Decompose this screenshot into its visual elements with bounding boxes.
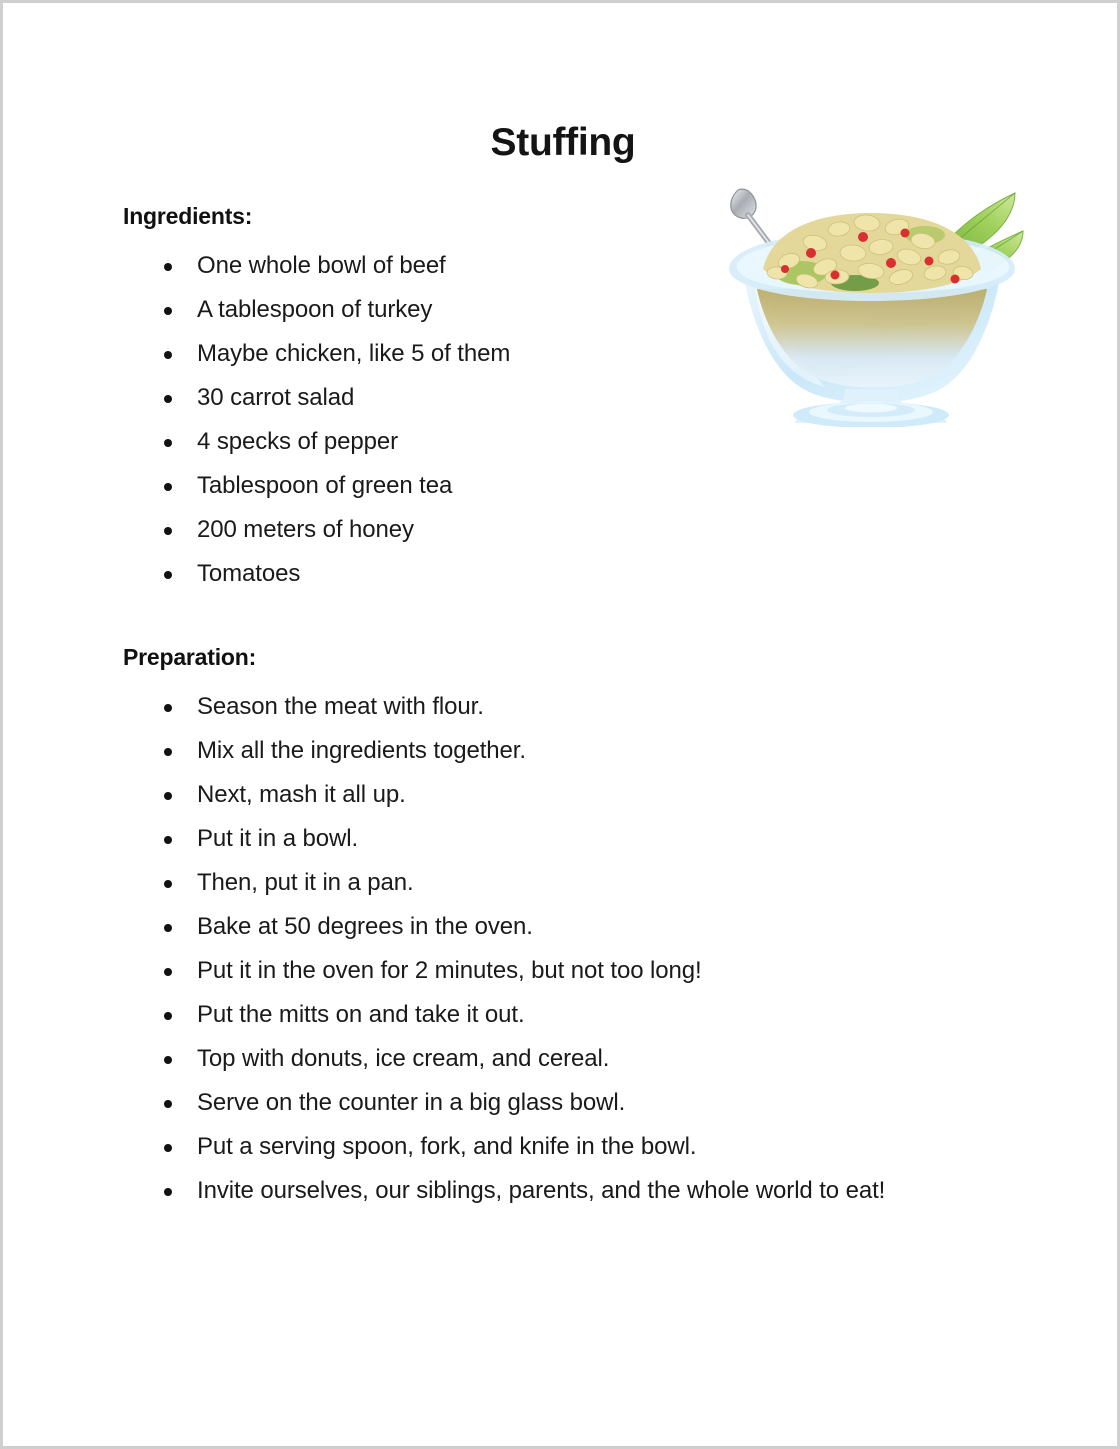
list-item: Season the meat with flour.: [123, 685, 1003, 729]
list-item: 200 meters of honey: [123, 508, 1003, 552]
ingredients-list: [123, 244, 1003, 596]
ingredients-section: [123, 203, 1003, 596]
list-item: Put the mitts on and take it out.: [123, 993, 1003, 1037]
ingredients-heading: Ingredients:: [123, 203, 253, 229]
list-item: 4 specks of pepper: [123, 420, 1003, 464]
list-item: Invite ourselves, our siblings, parents, and the whole world to eat!: [123, 1169, 1003, 1213]
list-item: Then, put it in a pan.: [123, 861, 1003, 905]
list-item: Bake at 50 degrees in the oven.: [123, 905, 1003, 949]
list-item: Top with donuts, ice cream, and cereal.: [123, 1037, 1003, 1081]
page-title: Stuffing: [490, 121, 636, 165]
list-item: Maybe chicken, like 5 of them: [123, 332, 1003, 376]
preparation-list: [123, 685, 1003, 1213]
list-item: Tomatoes: [123, 552, 1003, 596]
list-item: Serve on the counter in a big glass bowl.: [123, 1081, 1003, 1125]
list-item: Put it in the oven for 2 minutes, but not too long!: [123, 949, 1003, 993]
preparation-heading: Preparation:: [123, 644, 257, 670]
list-item: A tablespoon of turkey: [123, 288, 1003, 332]
list-item: Tablespoon of green tea: [123, 464, 1003, 508]
list-item: One whole bowl of beef: [123, 244, 1003, 288]
list-item: Put a serving spoon, fork, and knife in the bowl.: [123, 1125, 1003, 1169]
list-item: Next, mash it all up.: [123, 773, 1003, 817]
list-item: Put it in a bowl.: [123, 817, 1003, 861]
preparation-section: [123, 644, 1003, 1213]
list-item: 30 carrot salad: [123, 376, 1003, 420]
list-item: Mix all the ingredients together.: [123, 729, 1003, 773]
